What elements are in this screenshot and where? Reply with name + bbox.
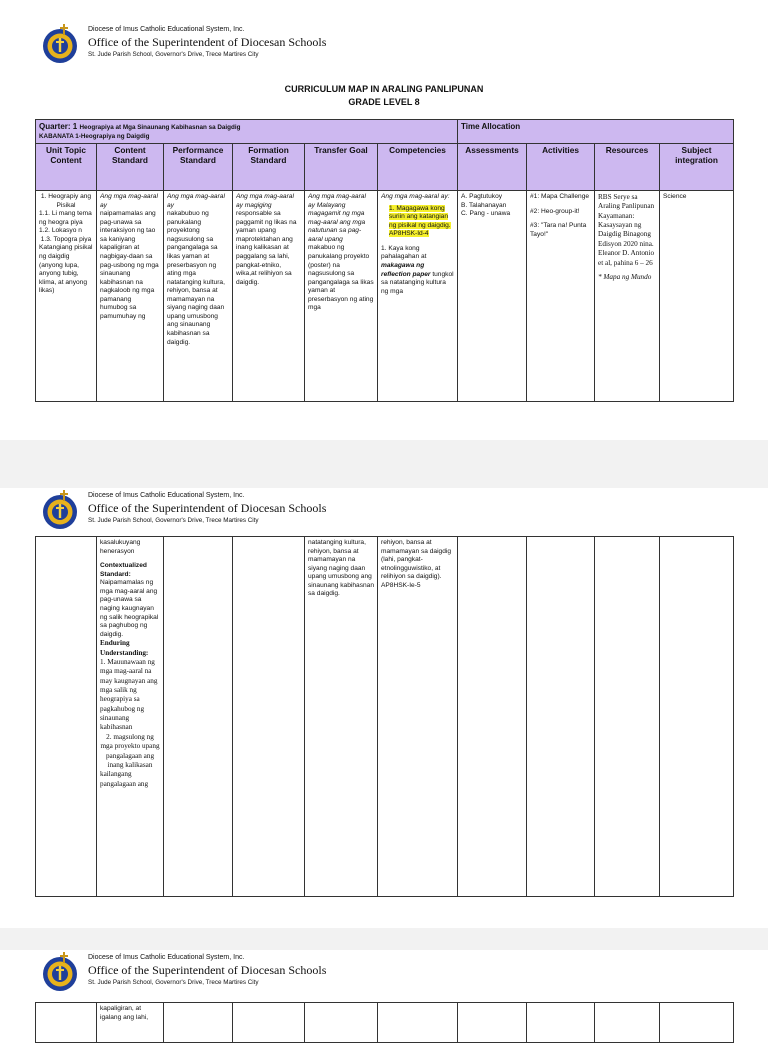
- cell-unit-topic: [36, 191, 97, 402]
- unit-topic-line: Katangiang pisikal ng daigdig (anyong lupa, anyong tubig, klima, at anyong likas): [39, 244, 93, 295]
- cell-formation-standard: [233, 191, 305, 402]
- transfer-goal-text: makabuo ng panukalang proyekto (poster) na nagsusulong sa pangangalaga sa likas yaman at preserbasyon ng ating mga: [308, 244, 374, 312]
- cell-content-standard: [97, 537, 164, 897]
- activity-item: #1: Mapa Challenge: [530, 193, 590, 200]
- cell-performance-standard: [164, 191, 233, 402]
- content-standard-intro: Ang mga mag-aaral ay: [100, 193, 158, 209]
- page-gap: [0, 440, 768, 488]
- document-title: CURRICULUM MAP IN ARALING PANLIPUNAN: [284, 84, 484, 94]
- cell-assessments: [458, 191, 527, 402]
- cell-resources: [595, 537, 660, 897]
- cell-unit-topic: [36, 1003, 97, 1043]
- activity-item: #3: "Tara na! Punta Tayo!": [530, 222, 587, 238]
- competency-code-1: AP8HSK-Id-4: [389, 230, 429, 238]
- quarter-topic: Heograpiya at Mga Sinaunang Kabihasnan sa Daigdig: [79, 124, 241, 131]
- page-3: [0, 950, 768, 1024]
- cell-assessments: [458, 1003, 527, 1043]
- assessment-item: C. Pang - unawa: [461, 210, 511, 218]
- transfer-goal-continued: natatanging kultura, rehiyon, bansa at mamamayan na siyang naging daan upang umusbong ang sinaunang kabihasnan sa daigdig.: [308, 539, 374, 598]
- competencies-continued: rehiyon, bansa at mamamayan sa daigdig (lahi, pangkat-etnolingguwistiko, at relihiyon sa daigdig).: [381, 539, 452, 581]
- enduring-tail: kailangang pangalagaan ang: [100, 770, 149, 788]
- transfer-goal-intro: Ang mga mag-aaral ay Malayang magagamit ng mga mag-aaral ang mga natutunan sa pag- aaral upang: [308, 193, 366, 243]
- page-1: [0, 0, 768, 440]
- org-name: Diocese of Imus Catholic Educational System, Inc.: [88, 26, 245, 33]
- enduring-label: Enduring Understanding:: [100, 639, 149, 657]
- cell-subject-integration: [660, 537, 734, 897]
- resource-map: * Mapa ng Mundo: [598, 272, 652, 281]
- cell-content-standard: [97, 1003, 164, 1043]
- competency-item-2-pre: 1. Kaya kong pahalagahan at: [381, 244, 427, 261]
- col-formation-standard: Formation Standard: [233, 144, 305, 191]
- activity-item: #2: Heo-group-it!: [530, 207, 580, 215]
- col-transfer-goal: Transfer Goal: [305, 144, 378, 191]
- curriculum-table: [35, 119, 734, 402]
- col-activities: Activities: [527, 144, 595, 191]
- cell-subject-integration: [660, 1003, 734, 1043]
- quarter-heading: [36, 120, 458, 144]
- cell-unit-topic: [36, 537, 97, 897]
- cell-subject-integration: Science: [660, 191, 734, 402]
- enduring-item-1: 1. Mauunawaan ng mga mag-aaral na may kaugnayan ang mga salik ng heograpiya sa pagkahubog ng sinaunang kabihasnan: [100, 657, 158, 732]
- school-address: St. Jude Parish School, Governor's Drive, Trece Martires City: [88, 51, 259, 58]
- content-standard-text: naipamamalas ang pag-unawa sa interaksiyon ng tao sa kaniyang kapaligiran at nagbigay-daan sa pag-usbong ng mga sinaunang kabihasnan na nagkaloob ng mga pamanang humubog sa pamumuhay ng: [100, 210, 159, 320]
- curriculum-table-continued: [35, 536, 734, 897]
- competencies-intro: Ang mga mag-aaral ay:: [381, 193, 450, 200]
- cell-resources: [595, 1003, 660, 1043]
- cell-transfer-goal: [305, 1003, 378, 1043]
- content-standard-continued: kapaligiran, at igalang ang lahi,: [100, 1005, 149, 1021]
- cell-resources: [595, 191, 660, 402]
- unit-topic-line: 1.1. Li mang tema ng heogra piya: [39, 210, 92, 226]
- assessment-item: B. Talahanayan: [461, 201, 507, 209]
- school-address: St. Jude Parish School, Governor's Drive, Trece Martires City: [88, 979, 259, 986]
- diocese-seal-logo: [40, 24, 80, 66]
- performance-standard-intro: Ang mga mag-aaral ay: [167, 193, 225, 209]
- office-name: Office of the Superintendent of Diocesan Schools: [88, 963, 327, 977]
- contextualized-text: Naipamamalas ng mga mag-aaral ang pag-unawa sa naging kaugnayan ng salik heograpikal sa paghubog ng daigdig.: [100, 579, 159, 638]
- col-resources: Resources: [595, 144, 660, 191]
- cell-competencies: [378, 191, 458, 402]
- school-address: St. Jude Parish School, Governor's Drive, Trece Martires City: [88, 517, 259, 524]
- curriculum-table-continued: [35, 1002, 734, 1043]
- col-competencies: Competencies: [378, 144, 458, 191]
- office-name: Office of the Superintendent of Diocesan Schools: [88, 501, 327, 515]
- cell-competencies: [378, 537, 458, 897]
- cell-content-standard: [97, 191, 164, 402]
- cell-performance-standard: [164, 1003, 233, 1043]
- cell-activities: [527, 191, 595, 402]
- cell-competencies: [378, 1003, 458, 1043]
- competency-item-1: 1. Magagawa kong suriin ang katangian ng pisikal ng daigdig.: [389, 204, 451, 229]
- formation-standard-intro: Ang mga mag-aaral ay magiging: [236, 193, 294, 209]
- diocese-seal-logo: [40, 490, 80, 532]
- resource-book: RBS Serye sa Araling Panlipunan Kayamanan: Kasaysayan ng Daigdig Binagong Edisyon 2020 nina. Eleanor D. Antonio et al, pahina 6 – 26: [598, 193, 655, 267]
- cell-assessments: [458, 537, 527, 897]
- col-performance-standard: Performance Standard: [164, 144, 233, 191]
- quarter-number: Quarter: 1: [39, 122, 78, 131]
- content-standard-continued: kasalukuyang henerasyon: [100, 539, 141, 555]
- performance-standard-text: nakabubuo ng panukalang proyektong nagsusulong sa pangangalaga sa likas yaman at preserbasyon ng ating mga natatanging kultura, rehiyon, bansa at mamamayan na siyang naging daan upang umusbong ang sinaunang kabihasnan sa daigdig.: [167, 210, 225, 346]
- org-name: Diocese of Imus Catholic Educational System, Inc.: [88, 954, 245, 961]
- org-name: Diocese of Imus Catholic Educational System, Inc.: [88, 492, 245, 499]
- cell-activities: [527, 537, 595, 897]
- competency-code-2: AP8HSK-Ie-5: [381, 581, 421, 589]
- chapter-title: KABANATA 1-Heograpiya ng Daigdig: [39, 133, 150, 141]
- unit-topic-line: 1.3. Topogra piya: [40, 235, 92, 243]
- page-gap: [0, 928, 768, 950]
- enduring-item-2: 2. magsulong ng mga proyekto upang pangalagaan ang inang kalikasan: [100, 732, 160, 769]
- competency-item-2-emphasis: makagawa ng reflection paper: [381, 261, 431, 278]
- col-unit-topic: Unit Topic Content: [36, 144, 97, 191]
- col-assessments: Assessments: [458, 144, 527, 191]
- unit-topic-line: 1.2. Lokasyo n: [39, 227, 82, 235]
- cell-activities: [527, 1003, 595, 1043]
- time-allocation-heading: Time Allocation: [458, 120, 734, 144]
- cell-performance-standard: [164, 537, 233, 897]
- grade-level: GRADE LEVEL 8: [348, 97, 420, 107]
- cell-formation-standard: [233, 537, 305, 897]
- assessment-item: A. Pagtutukoy: [461, 193, 503, 200]
- col-subject-integration: Subject integration: [660, 144, 734, 191]
- cell-formation-standard: [233, 1003, 305, 1043]
- formation-standard-text: responsable sa paggamit ng likas na yaman upang maprotektahan ang inang kalikasan at paggalang sa lahi, pangkat-etniko, wika,at relihiyon sa daigdig.: [236, 210, 297, 286]
- office-name: Office of the Superintendent of Diocesan Schools: [88, 35, 327, 49]
- unit-topic-line: 1. Heograpiy ang Pisikal: [40, 193, 92, 209]
- competency-item-2-post: tungkol sa natatanging kultura ng mga: [381, 270, 454, 295]
- diocese-seal-logo: [40, 952, 80, 994]
- cell-transfer-goal: [305, 537, 378, 897]
- cell-transfer-goal: [305, 191, 378, 402]
- col-content-standard: Content Standard: [97, 144, 164, 191]
- page-2: [0, 488, 768, 928]
- contextualized-label: Contextualized Standard:: [100, 562, 147, 578]
